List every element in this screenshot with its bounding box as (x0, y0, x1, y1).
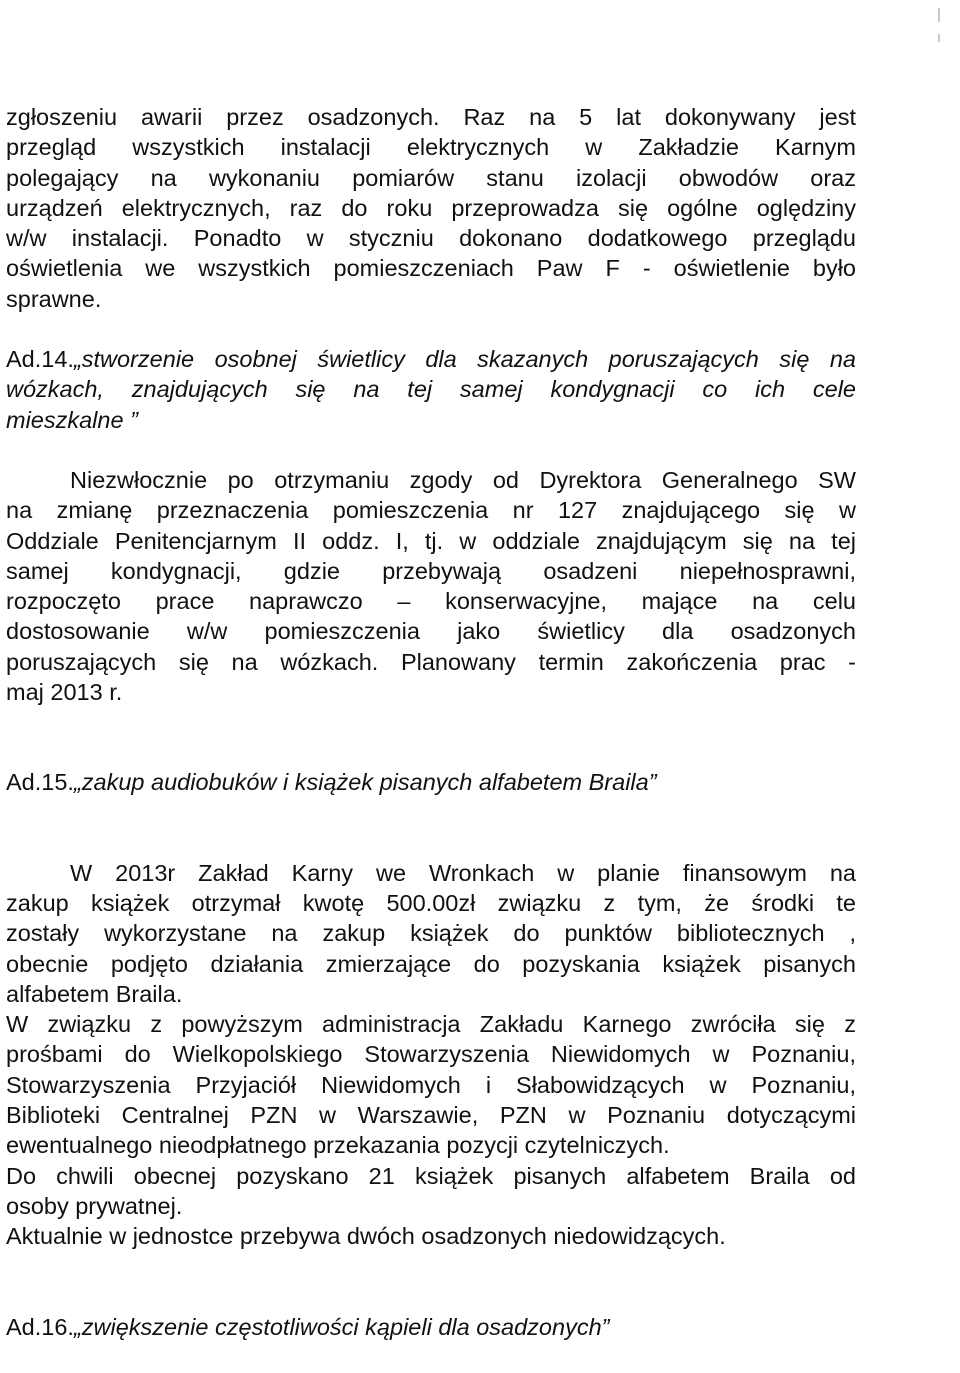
text-line: obecnie podjęto działania zmierzające do pozyskania książek pisanych (6, 950, 856, 977)
text-line: na zmianę przeznaczenia pomieszczenia nr 127 znajdującego się w (6, 497, 856, 524)
text-line: w/w instalacji. Ponadto w styczniu dokonano dodatkowego przeglądu (6, 225, 856, 252)
text-line: poruszających się na wózkach. Planowany termin zakończenia prac - (6, 648, 856, 675)
section-title: „zakup audiobuków i książek pisanych alfabetem Braila” (73, 769, 657, 796)
text-line: Niezwłocznie po otrzymaniu zgody od Dyrektora Generalnego SW (70, 466, 856, 493)
text-line: rozpoczęto prace naprawczo – konserwacyjne, mające na celu (6, 588, 856, 615)
scan-margin-mark (938, 34, 940, 42)
text-line: urządzeń elektrycznych, raz do roku przeprowadza się ogólne oględziny (6, 194, 856, 221)
section-ad15 (6, 767, 856, 1251)
paragraph-installations (6, 102, 856, 314)
text-line: Oddziale Penitencjarnym II oddz. I, tj. w oddziale znajdującym się na tej (6, 527, 856, 554)
text-line: sprawne. (6, 285, 102, 312)
section-title: „zwiększenie częstotliwości kąpieli dla osadzonych” (73, 1313, 610, 1340)
section-title: „stworzenie osobnej świetlicy dla skazanych poruszających się na (73, 346, 856, 373)
document-page (6, 102, 856, 1342)
section-number: Ad.16. (6, 1313, 74, 1340)
text-line: polegający na wykonaniu pomiarów stanu izolacji obwodów oraz (6, 164, 856, 191)
text-line: zgłoszeniu awarii przez osadzonych. Raz na 5 lat dokonywany jest (6, 104, 856, 130)
text-line: zostały wykorzystane na zakup książek do punktów bibliotecznych , (6, 920, 856, 947)
section-number: Ad.14. (6, 346, 74, 373)
section-heading (6, 767, 856, 797)
text-line: Do chwili obecnej pozyskano 21 książek pisanych alfabetem Braila od (6, 1162, 856, 1189)
text-line: maj 2013 r. (6, 679, 123, 706)
section-ad14 (6, 344, 856, 707)
text-line: oświetlenia we wszystkich pomieszczeniach Paw F - oświetlenie było (6, 255, 856, 282)
text-line: W 2013r Zakład Karny we Wronkach w planie finansowym na (70, 859, 856, 886)
text-line: samej kondygnacji, gdzie przebywają osadzeni niepełnosprawni, (6, 557, 856, 584)
text-line: Stowarzyszenia Przyjaciół Niewidomych i Słabowidzących w Poznaniu, (6, 1071, 856, 1098)
text-line: osoby prywatnej. (6, 1192, 183, 1219)
text-line: ewentualnego nieodpłatnego przekazania pozycji czytelniczych. (6, 1132, 670, 1159)
section-number: Ad.15. (6, 769, 74, 796)
text-line: prośbami do Wielkopolskiego Stowarzyszenia Niewidomych w Poznaniu, (6, 1041, 856, 1068)
section-title-line: wózkach, znajdujących się na tej samej kondygnacji co ich cele (6, 376, 856, 403)
section-title-line: mieszkalne ” (6, 406, 138, 433)
scan-margin-mark (938, 8, 940, 22)
text-line: W związku z powyższym administracja Zakładu Karnego zwróciła się z (6, 1011, 856, 1038)
text-line: alfabetem Braila. (6, 980, 183, 1007)
section-ad16 (6, 1312, 856, 1342)
text-line: zakup książek otrzymał kwotę 500.00zł związku z tym, że środki te (6, 889, 856, 916)
section-heading (6, 344, 856, 374)
text-line: przegląd wszystkich instalacji elektrycznych w Zakładzie Karnym (6, 134, 856, 161)
text-line: Aktualnie w jednostce przebywa dwóch osadzonych niedowidzących. (6, 1223, 726, 1250)
text-line: dostosowanie w/w pomieszczenia jako świetlicy dla osadzonych (6, 618, 856, 645)
section-heading (6, 1312, 856, 1342)
text-line: Biblioteki Centralnej PZN w Warszawie, PZN w Poznaniu dotyczącymi (6, 1102, 856, 1129)
